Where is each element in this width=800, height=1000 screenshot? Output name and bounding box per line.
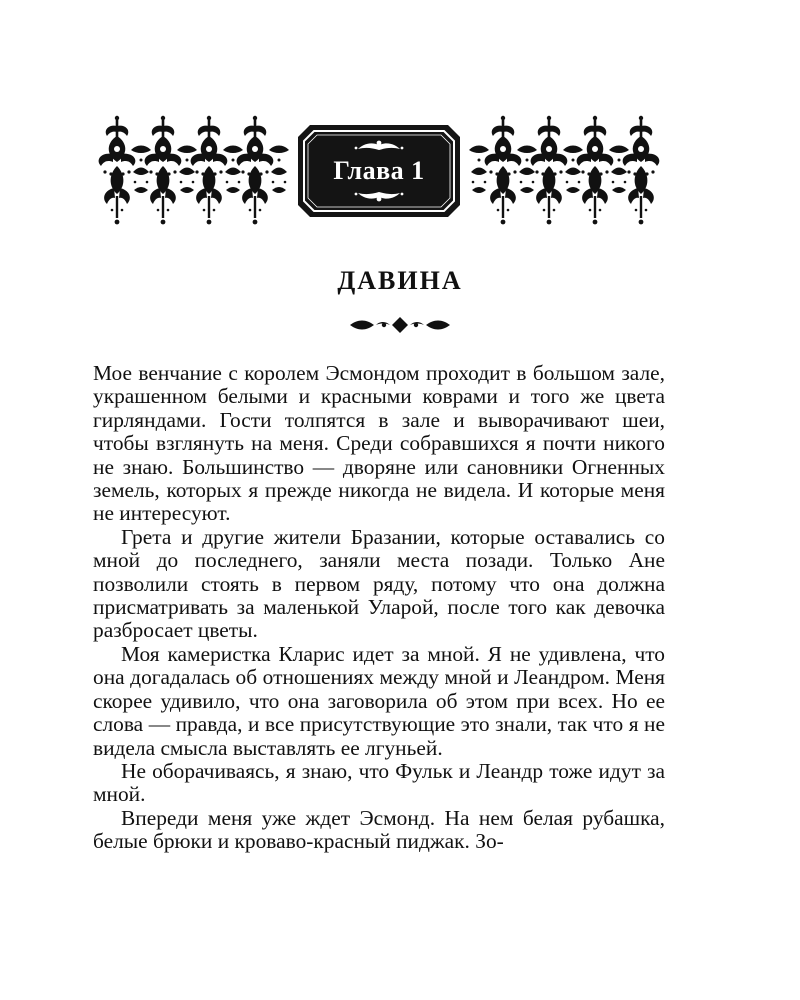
paragraph: Не оборачиваясь, я знаю, что Фульк и Леандр тоже идут за мной. bbox=[93, 758, 665, 807]
chapter-label: Глава 1 bbox=[333, 156, 425, 185]
paragraph: Грета и другие жители Бразании, которые оставались со мной до последнего, заняли места позади. Только Ане позволили стоять в первом ряду, потому что она должна присматривать за маленькой Уларой, после того как девочка разбросает цветы. bbox=[93, 524, 665, 643]
paragraph: Мое венчание с королем Эсмондом проходит в большом зале, украшенном белыми и красными коврами и того же цвета гирляндами. Гости толпятся в зале и выворачивают шеи, чтобы взглянуть на меня. Среди собравшихся я почти никого не знаю. Большинство — дворяне или сановники Огненных земель, которых я прежде никогда не видела. И которые меня не интересуют. bbox=[93, 361, 665, 526]
chapter-body bbox=[93, 362, 665, 854]
chapter-title: ДАВИНА bbox=[337, 266, 463, 295]
paragraph: Впереди меня уже ждет Эсмонд. На нем белая рубашка, белые брюки и кроваво-красный пиджак. Зо- bbox=[93, 805, 665, 854]
fleuron-divider-icon bbox=[340, 313, 460, 337]
paragraph: Моя камеристка Кларис идет за мной. Я не удивлена, что она догадалась об отношениях между мной и Леандром. Меня скорее удивило, что она заговорила об этом при всех. Но ее слова — правда, и все присутствующие это знали, так что я не видела смысла выставлять ее лгуньей. bbox=[93, 641, 665, 760]
